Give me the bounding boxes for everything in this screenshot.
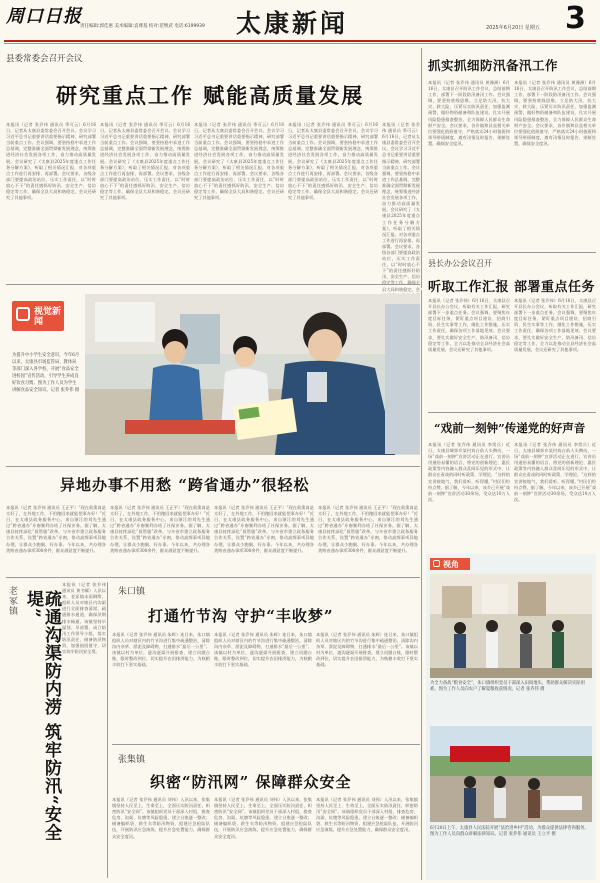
drama-col-1: 本报讯（记者 张乔伟 通讯员 李常兵）近日，太康县城郊乡某村戏台前人头攒动，一场“戏前一刻钟”宣讲活动正在进行。宣讲员用通俗易懂的语言，将党的创新理论、惠民政策等内容融入群众喜闻乐见的形式中，让群众在看戏的同时听政策、学理论。“这样的宣讲接地气，我们爱听、听得懂。”村民们纷纷点赞。据了解，今年以来，该乡已开展“戏前一刻钟”宣讲活动30余场，受众达10万人次。 <box>428 442 510 502</box>
flood-prep-col-2: 本报讯（记者 张乔伟 通讯员 黄豫洲）6月16日，太康县召开防汛工作会议，总结前期工作，部署下一阶段防汛备汛工作。会议强调，要坚持底线思维，立足防大汛、抗大灾、救大险，压紧压实防汛责任，加强监测预警，做好物资储备和队伍建设，扎实开展风险隐患排查整治，全力保障人民群众生命财产安全。会议要求，各乡镇和县直相关单位要强化值班值守，严格落实24小时值班和领导带班制度，遇有汛情及时报告、果断处置，确保安全度汛。 <box>514 80 596 146</box>
lead-col-3: 本报讯（记者 张乔伟 通讯员 季可云）6月16日，记者从太康县委常委会召开会议。会议学习习近平总书记重要讲话重要指示精神，研究部署当前重点工作。会议强调，要坚持稳中求进工作总基调，完整准确全面贯彻新发展理念，统筹推进经济社会发展各项工作，奋力推动高质量发展。会议研究了《太康县2025年度重点工作任务分解方案》，听取了相关情况汇报，对各项重点工作进行再安排、再部署。会议要求，各级各部门要提高政治站位，压实工作责任，以“时时放心不下”的责任感抓好防汛、安全生产、信访稳定等工作，确保全县大局和谐稳定。会议还研究了其他事项。 <box>194 122 284 201</box>
laozhai-headline: 疏通沟渠防内涝 筑牢防汛“安全堤” <box>23 590 61 842</box>
county-meeting-col-1: 本报讯（记者 张乔伟）6月16日，太康县召开县长办公会议，听取有关工作汇报，研究部署下一步重点任务。会议强调，要聚焦年度目标任务，紧盯重点项目建设、招商引资、民生实事等工作，细化工作措施，压实工作责任，确保各项工作落地见效。会议要求，要扎实做好安全生产、防汛备汛、信访稳定等工作，全力以赴推动全县经济社会高质量发展。会议还研究了其他事项。 <box>428 298 510 352</box>
lead-bottom-divider <box>6 284 420 285</box>
county-meeting-col-2: 本报讯（记者 张乔伟）6月16日，太康县召开县长办公会议，听取有关工作汇报，研究部署下一步重点任务。会议强调，要聚焦年度目标任务，紧盯重点项目建设、招商引资、民生实事等工作，细化工作措施，压实工作责任，确保各项工作落地见效。会议要求，要扎实做好安全生产、防汛备汛、信访稳定等工作，全力以赴推动全县经济社会高质量发展。会议还研究了其他事项。 <box>514 298 596 352</box>
zhangji-col-2: 本报讯（记者 张乔伟 通讯员 刘伟）入汛以来，张集镇坚持人民至上、生命至上，全面压实防汛责任，织密防汛“安全网”。该镇组织党员干部深入村组，排查危房、沟渠、坑塘等风险隐患，建立台账逐一整改；储备编织袋、救生衣等防汛物资，组建应急抢险队伍，开展防汛应急演练，提升应急处置能力，确保群众安全度汛。 <box>214 797 312 839</box>
masthead-rule <box>4 40 596 42</box>
newspaper-logo: 周口日报 <box>6 6 82 27</box>
laozhai-divider <box>107 582 108 878</box>
lead-headline: 研究重点工作 赋能高质量发展 <box>56 83 365 108</box>
zhukou-col-1: 本报讯（记者 张乔伟 通讯员 朱辉）连日来，朱口镇组织人员对辖区内的竹节沟进行集中疏通整治，清除沟内杂草、淤泥及障碍物，打通排水“最后一公里”。该镇以村为单位，逐沟逐渠开展排查，建立问题台账，限时整改到位，切实提升农田排涝能力，为秋粮丰收打下坚实基础。 <box>112 632 210 668</box>
photo-scene <box>85 294 420 455</box>
photo-village-visit <box>430 574 592 678</box>
lead-col-2: 本报讯（记者 张乔伟 通讯员 季可云）6月16日，记者从太康县委常委会召开会议。会议学习习近平总书记重要讲话重要指示精神，研究部署当前重点工作。会议强调，要坚持稳中求进工作总基调，完整准确全面贯彻新发展理念，统筹推进经济社会发展各项工作，奋力推动高质量发展。会议研究了《太康县2025年度重点工作任务分解方案》，听取了相关情况汇报，对各项重点工作进行再安排、再部署。会议要求，各级各部门要提高政治站位，压实工作责任，以“时时放心不下”的责任感抓好防汛、安全生产、信访稳定等工作，确保全县大局和谐稳定。会议还研究了其他事项。 <box>100 122 190 201</box>
zhangji-town-label: 张集镇 <box>118 755 146 765</box>
laozhai-town-label: 老冢镇 <box>7 586 17 616</box>
county-meeting-kicker: 县长办公会议召开 <box>428 259 492 268</box>
photo-caption: 为提升中小学生安全意识，今年6月以来，太康县市场监管局、教体局等部门深入各学校，开展“食品安全进校园”宣传活动，引导学生养成良好饮食习惯。图为工作人员为学生讲解食品安全知识。记者 张乔伟 摄 <box>12 353 80 393</box>
photo-badge-label: 视觉新闻 <box>34 307 62 327</box>
section-title: 太康新闻 <box>236 9 349 38</box>
photo-village-scene <box>430 574 592 678</box>
shijiao-caption-1: 为全力备战“粮食安全”，朱口镇组织党员干部深入田间地头，帮助群众解决实际困难。图为工作人员向农户了解夏粮收获情况。记者 张乔伟 摄 <box>430 681 585 693</box>
lead-col-5: 本报讯（记者 张乔伟 通讯员 季可云）6月16日，记者从太康县委常委会召开会议。会议学习习近平总书记重要讲话重要指示精神，研究部署当前重点工作。会议强调，要坚持稳中求进工作总基调，完整准确全面贯彻新发展理念，统筹推进经济社会发展各项工作，奋力推动高质量发展。会议研究了《太康县2025年度重点工作任务分解方案》，听取了相关情况汇报，对各项重点工作进行再安排、再部署。会议要求，各级各部门要提高政治站位，压实工作责任，以“时时放心不下”的责任感抓好防汛、安全生产、信访稳定等工作，确保全县大局和谐稳定。会 <box>382 122 420 292</box>
lead-col-4: 本报讯（记者 张乔伟 通讯员 季可云）6月16日，记者从太康县委常委会召开会议。会议学习习近平总书记重要讲话重要指示精神，研究部署当前重点工作。会议强调，要坚持稳中求进工作总基调，完整准确全面贯彻新发展理念，统筹推进经济社会发展各项工作，奋力推动高质量发展。会议研究了《太康县2025年度重点工作任务分解方案》，听取了相关情况汇报，对各项重点工作进行再安排、再部署。会议要求，各级各部门要提高政治站位，压实工作责任，以“时时放心不下”的责任感抓好防汛、安全生产、信访稳定等工作，确保全县大局和谐稳定。会议还研究了其他事项。 <box>288 122 378 201</box>
masthead <box>0 0 600 42</box>
shijiao-badge <box>430 558 470 570</box>
zhukou-headline: 打通竹节沟 守护“丰收梦” <box>148 607 334 625</box>
photo-icon <box>16 307 30 321</box>
drama-col-2: 本报讯（记者 张乔伟 通讯员 李常兵）近日，太康县城郊乡某村戏台前人头攒动，一场“戏前一刻钟”宣讲活动正在进行。宣讲员用通俗易懂的语言，将党的创新理论、惠民政策等内容融入群众喜闻乐见的形式中，让群众在看戏的同时听政策、学理论。“这样的宣讲接地气，我们爱听、听得懂。”村民们纷纷点赞。据了解，今年以来，该乡已开展“戏前一刻钟”宣讲活动30余场，受众达10万人次。 <box>514 442 596 502</box>
page-number: 3 <box>565 1 586 36</box>
flood-prep-headline: 抓实抓细防汛备汛工作 <box>428 58 559 73</box>
zhukou-col-2: 本报讯（记者 张乔伟 通讯员 朱辉）连日来，朱口镇组织人员对辖区内的竹节沟进行集中疏通整治，清除沟内杂草、淤泥及障碍物，打通排水“最后一公里”。该镇以村为单位，逐沟逐渠开展排查，建立问题台账，限时整改到位，切实提升农田排涝能力，为秋粮丰收打下坚实基础。 <box>214 632 312 668</box>
photo-badge <box>12 301 64 331</box>
editor-info-line: 责任编辑:郭佳惠 美术编辑:袁尊基 校对:范继武 电话:6199939 <box>80 24 205 29</box>
masthead-rule-thin <box>4 43 596 44</box>
cross-province-top-divider <box>6 466 420 467</box>
issue-date: 2025年6月20日 星期五 <box>486 25 540 31</box>
zhangji-col-3: 本报讯（记者 张乔伟 通讯员 刘伟）入汛以来，张集镇坚持人民至上、生命至上，全面压实防汛责任，织密防汛“安全网”。该镇组织党员干部深入村组，排查危房、沟渠、坑塘等风险隐患，建立台账逐一整改；储备编织袋、救生衣等防汛物资，组建应急抢险队伍，开展防汛应急演练，提升应急处置能力，确保群众安全度汛。 <box>316 797 418 833</box>
right-column-divider <box>421 290 422 880</box>
lead-kicker: 县委常委会召开会议 <box>6 54 83 64</box>
zhukou-bottom-divider <box>112 744 420 745</box>
laozhai-body: 本报讯（记者 张乔伟 通讯员 黄书耀）入汛以来，老冢镇未雨绸缪，组织人员对辖区内沟渠进行全面排查清淤，疏通排水通道，确保汛期排水畅通。该镇坚持早谋划、早部署，成立防汛工作领导小组，落实防汛责任，储备防汛物资，加强值班值守，切实筑牢防汛安全堤。 <box>62 582 106 655</box>
cross-province-col-4: 本报讯（记者 张乔伟 通讯员 王正平）“现在政策真是太好了，在外地工作，不用跑回来就能把事办好！”近日，在太康县政务服务中心，来自浙江的刘先生通过“跨省通办”专窗顺利办结了社保业务。据了解，太康县持续深化“放管服”改革，与多省市建立政务服务合作关系，设置“跨省通办”专窗，推动高频事项异地办理，让群众少跑腿、好办事。今年以来，共办理各类跨省通办事项300余件，群众满意度不断提升。 <box>318 505 418 553</box>
cross-province-col-3: 本报讯（记者 张乔伟 通讯员 王正平）“现在政策真是太好了，在外地工作，不用跑回来就能把事办好！”近日，在太康县政务服务中心，来自浙江的刘先生通过“跨省通办”专窗顺利办结了社保业务。据了解，太康县持续深化“放管服”改革，与多省市建立政务服务合作关系，设置“跨省通办”专窗，推动高频事项异地办理，让群众少跑腿、好办事。今年以来，共办理各类跨省通办事项300余件，群众满意度不断提升。 <box>214 505 314 553</box>
shijiao-icon <box>433 560 440 567</box>
column-divider <box>421 48 422 288</box>
zhangji-headline: 织密“防汛网” 保障群众安全 <box>150 773 352 791</box>
cross-province-col-1: 本报讯（记者 张乔伟 通讯员 王正平）“现在政策真是太好了，在外地工作，不用跑回来就能把事办好！”近日，在太康县政务服务中心，来自浙江的刘先生通过“跨省通办”专窗顺利办结了社保业务。据了解，太康县持续深化“放管服”改革，与多省市建立政务服务合作关系，设置“跨省通办”专窗，推动高频事项异地办理，让群众少跑腿、好办事。今年以来，共办理各类跨省通办事项300余件，群众满意度不断提升。 <box>6 505 106 553</box>
zhukou-col-3: 本报讯（记者 张乔伟 通讯员 朱辉）连日来，朱口镇组织人员对辖区内的竹节沟进行集中疏通整治，清除沟内杂草、淤泥及障碍物，打通排水“最后一公里”。该镇以村为单位，逐沟逐渠开展排查，建立问题台账，限时整改到位，切实提升农田排涝能力，为秋粮丰收打下坚实基础。 <box>316 632 418 668</box>
photo-law-service <box>430 726 592 822</box>
zhangji-col-1: 本报讯（记者 张乔伟 通讯员 刘伟）入汛以来，张集镇坚持人民至上、生命至上，全面压实防汛责任，织密防汛“安全网”。该镇组织党员干部深入村组，排查危房、沟渠、坑塘等风险隐患，建立台账逐一整改；储备编织袋、救生衣等防汛物资，组建应急抢险队伍，开展防汛应急演练，提升应急处置能力，确保群众安全度汛。 <box>112 797 210 839</box>
cross-province-bottom-divider <box>6 577 420 578</box>
photo-school-food-safety <box>85 294 420 455</box>
shijiao-caption-2: 6月20日上午，太康县人民法院开展“法治进乡村”活动，为群众提供法律咨询服务。图为工作人员向群众讲解法律知识。记者 张乔伟 通讯员 王立平 摄 <box>430 826 589 838</box>
cross-province-col-2: 本报讯（记者 张乔伟 通讯员 王正平）“现在政策真是太好了，在外地工作，不用跑回来就能把事办好！”近日，在太康县政务服务中心，来自浙江的刘先生通过“跨省通办”专窗顺利办结了社保业务。据了解，太康县持续深化“放管服”改革，与多省市建立政务服务合作关系，设置“跨省通办”专窗，推动高频事项异地办理，让群众少跑腿、好办事。今年以来，共办理各类跨省通办事项300余件，群众满意度不断提升。 <box>110 505 210 553</box>
flood-prep-bottom-divider <box>428 252 596 253</box>
photo-law-scene <box>430 726 592 822</box>
cross-province-headline: 异地办事不用愁 “跨省通办”很轻松 <box>60 476 310 494</box>
shijiao-badge-label: 视角 <box>443 560 459 569</box>
drama-headline: “戏前一刻钟”传递党的好声音 <box>434 421 586 435</box>
zhukou-town-label: 朱口镇 <box>118 587 146 597</box>
lead-col-1: 本报讯（记者 张乔伟 通讯员 季可云）6月16日，记者从太康县委常委会召开会议。会议学习习近平总书记重要讲话重要指示精神，研究部署当前重点工作。会议强调，要坚持稳中求进工作总基调，完整准确全面贯彻新发展理念，统筹推进经济社会发展各项工作，奋力推动高质量发展。会议研究了《太康县2025年度重点工作任务分解方案》，听取了相关情况汇报，对各项重点工作进行再安排、再部署。会议要求，各级各部门要提高政治站位，压实工作责任，以“时时放心不下”的责任感抓好防汛、安全生产、信访稳定等工作，确保全县大局和谐稳定。会议还研究了其他事项。 <box>6 122 96 201</box>
county-meeting-headline: 听取工作汇报 部署重点任务 <box>428 280 596 295</box>
county-meeting-bottom-divider <box>428 412 596 413</box>
flood-prep-col-1: 本报讯（记者 张乔伟 通讯员 黄豫洲）6月16日，太康县召开防汛工作会议，总结前期工作，部署下一阶段防汛备汛工作。会议强调，要坚持底线思维，立足防大汛、抗大灾、救大险，压紧压实防汛责任，加强监测预警，做好物资储备和队伍建设，扎实开展风险隐患排查整治，全力保障人民群众生命财产安全。会议要求，各乡镇和县直相关单位要强化值班值守，严格落实24小时值班和领导带班制度，遇有汛情及时报告、果断处置，确保安全度汛。 <box>428 80 510 146</box>
